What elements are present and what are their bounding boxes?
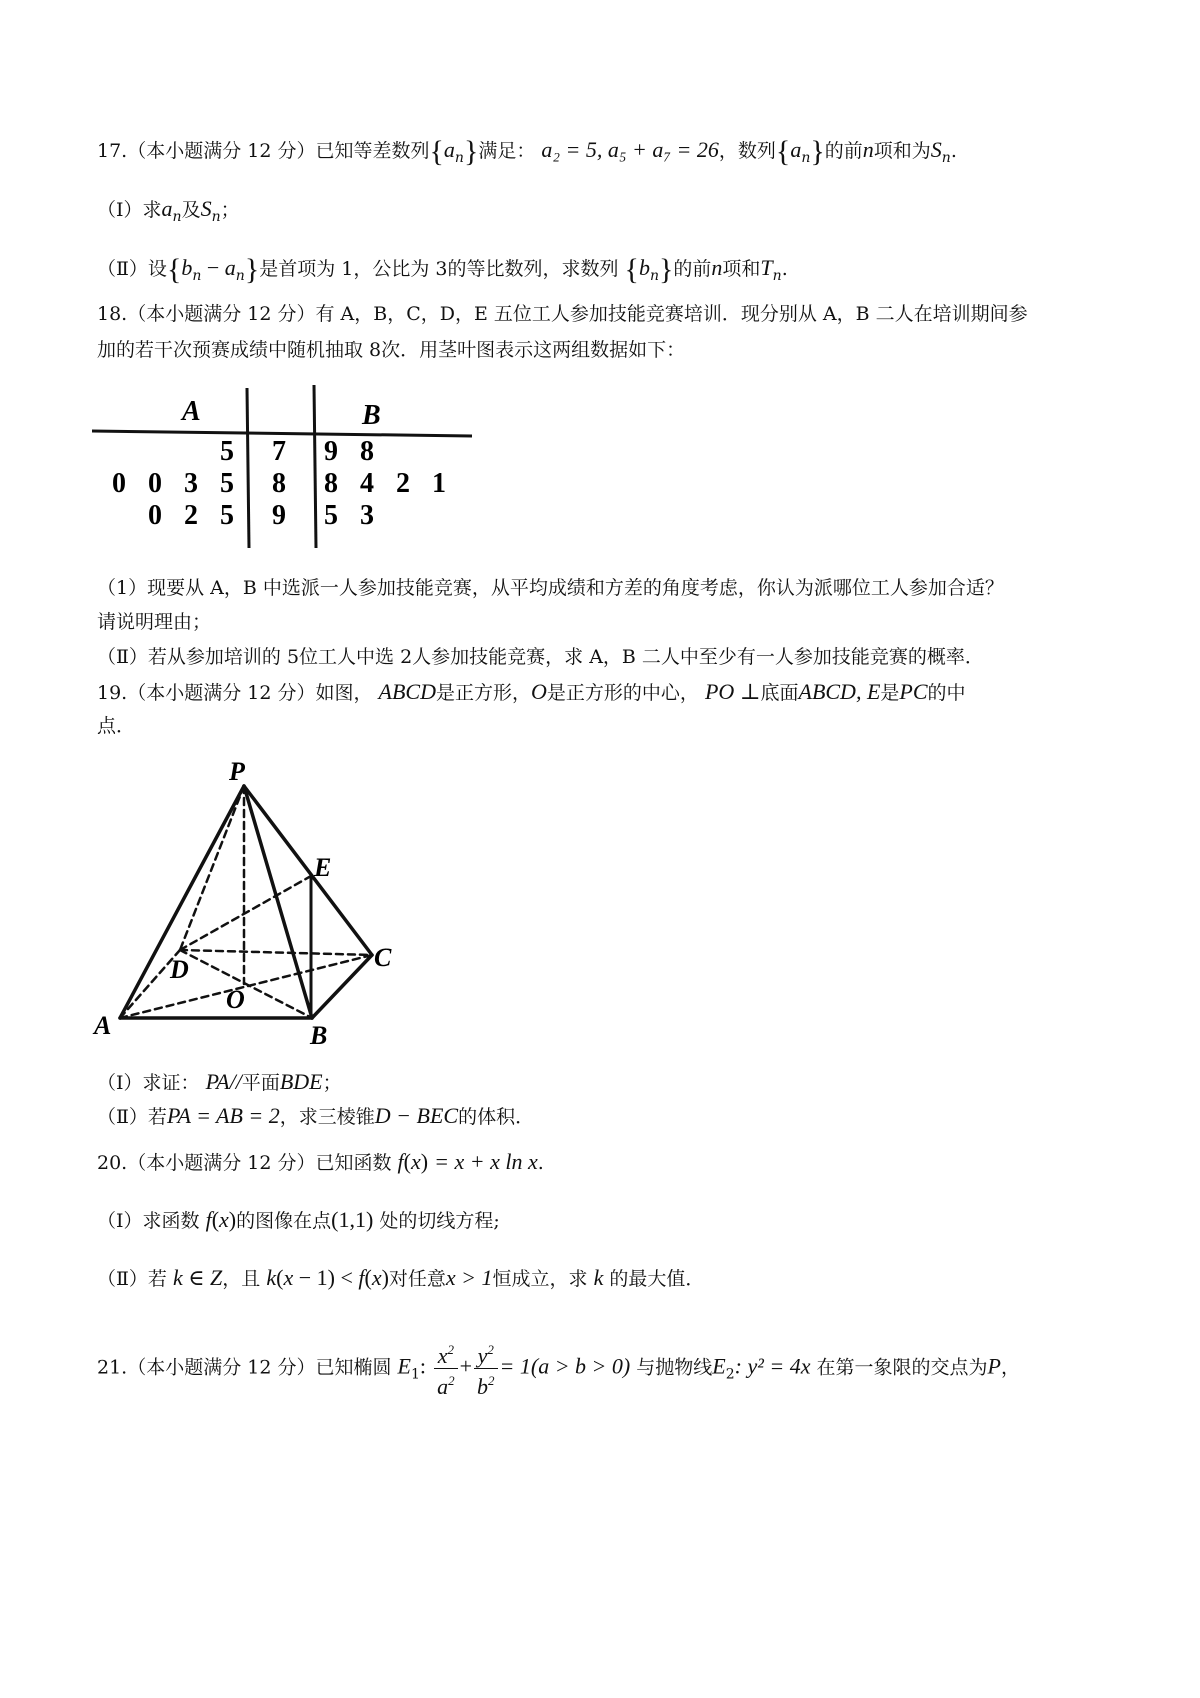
q21-text: 已知椭圆 xyxy=(315,1356,392,1379)
q20-line1: 20.（本小题满分 12 分）已知函数 f(x) = x + x ln x. xyxy=(97,1149,544,1174)
leaf-right: 9 xyxy=(324,436,338,467)
q21-frac-x: $\frac{x^2}{a^2}$ xyxy=(434,1338,458,1399)
q18-part1-text: 请说明理由； xyxy=(97,611,212,633)
q17-seq: a xyxy=(224,255,236,280)
leaf-left: 0 xyxy=(148,468,162,499)
q20-part2-text: 对任意 xyxy=(388,1268,446,1290)
q18-text: 有 A，B，C，D，E 五位工人参加技能竞赛培训．现分别从 A，B 二人在培训期间参 xyxy=(315,303,1028,325)
q18-number: 18. xyxy=(97,303,128,325)
q17-part1-text: 求 xyxy=(142,199,162,221)
q21-text: 在第一象限的交点为 xyxy=(816,1356,988,1379)
edge-BC xyxy=(312,955,372,1018)
q21-P: P xyxy=(987,1353,1001,1379)
q19-text: 是正方形的中心， xyxy=(546,682,699,704)
q19-text: 是正方形， xyxy=(436,682,532,704)
q20-part2: （Ⅱ）若 k ∈ Z，且 k(x − 1) < f(x)对任意x > 1恒成立，求 k 的最大值． xyxy=(97,1265,705,1290)
leaf-right: 3 xyxy=(360,500,374,531)
q20-part2-text: 的最大值． xyxy=(609,1268,705,1290)
q21-line1: 21.（本小题满分 12 分）已知椭圆 $E_1$: $\frac{x^2}{a^2}$ + $\frac{y^2}{b^2}$ = 1(a > b > 0) 与抛物线$E_2$: y² = 4x 在第一象限的交点为P， xyxy=(97,1338,1020,1399)
leaf-left: 5 xyxy=(220,436,234,467)
q20-part2-text: 若 xyxy=(147,1268,167,1290)
q20-f: f xyxy=(358,1265,365,1290)
q20-text: 已知函数 xyxy=(315,1152,392,1174)
plot-stem-left-line xyxy=(247,388,249,548)
q17-n: n xyxy=(862,137,874,162)
q18-part1-line1 xyxy=(97,574,1004,602)
q19-text: 点． xyxy=(97,715,136,737)
edge-PC xyxy=(244,786,372,955)
q19-number: 19. xyxy=(97,682,128,704)
q21-number: 21. xyxy=(97,1356,128,1379)
q19-text: 的中 xyxy=(927,682,966,704)
q18-part1-text: （1）现要从 A，B 中选派一人参加技能竞赛，从平均成绩和方差的角度考虑，你认为派哪位工人参加合适？ xyxy=(97,577,1004,599)
q19-text: 如图， xyxy=(315,682,373,704)
q19-O: O xyxy=(531,679,547,704)
label-D: D xyxy=(170,955,189,984)
edge-DE xyxy=(180,876,311,950)
plot-header-right: B xyxy=(362,400,381,431)
q17-S: S xyxy=(930,137,942,162)
q21-text: 与抛物线 xyxy=(636,1356,713,1379)
q18-line2 xyxy=(97,336,685,364)
q18-text: 加的若干次预赛成绩中随机抽取 8次．用茎叶图表示这两组数据如下： xyxy=(97,339,686,361)
q20-score: （本小题满分 12 分） xyxy=(127,1152,316,1174)
q20-part1-text: 的图像在点 xyxy=(236,1210,332,1232)
leaf-left: 2 xyxy=(184,500,198,531)
q19-part1 xyxy=(97,1068,342,1097)
q17-T: T xyxy=(760,255,773,280)
q17-seq: a xyxy=(161,196,173,221)
q19-DBEC: D − BEC xyxy=(374,1103,459,1128)
q19-ABCDE: ABCD, E xyxy=(798,679,881,704)
q20-part2-text: 恒成立，求 xyxy=(492,1268,588,1290)
edge-AC xyxy=(120,955,372,1018)
q18-line1 xyxy=(97,300,1028,328)
q19-part2-text: 的体积． xyxy=(458,1106,535,1128)
q17-part1: （Ⅰ）求$a_n$及$S_n$； xyxy=(97,196,240,225)
q18-part2 xyxy=(97,643,984,671)
leaf-right: 8 xyxy=(324,468,338,499)
q17-seq: a xyxy=(443,137,455,162)
q19-part2 xyxy=(97,1102,534,1131)
q19-part1-text: 平面 xyxy=(241,1072,280,1094)
plot-header-left: A xyxy=(182,396,201,427)
q17-condition: a₂ = 5, a₅ + a₇ = 26 xyxy=(541,137,719,162)
q17-text: 满足： xyxy=(478,140,536,162)
q17-text: 已知等差数列 xyxy=(315,140,430,162)
q19-text: 底面 xyxy=(760,682,799,704)
q19-score: （本小题满分 12 分） xyxy=(127,682,316,704)
q17-S: S xyxy=(200,196,212,221)
q17-part2-text: 设 xyxy=(147,258,167,280)
q17-seq: a xyxy=(790,137,802,162)
q20-rhs: = x + x ln x xyxy=(434,1149,538,1174)
q17-score: （本小题满分 12 分） xyxy=(127,140,316,162)
q19-part1-label: （Ⅰ） xyxy=(97,1072,143,1094)
q19-part1-text: 求证： xyxy=(142,1072,200,1094)
label-A: A xyxy=(94,1011,112,1040)
label-E: E xyxy=(314,853,332,882)
q19-PO: PO ⊥ xyxy=(704,679,761,704)
q17-part2-label: （Ⅱ） xyxy=(97,258,148,280)
q19-BDE: BDE xyxy=(279,1069,323,1094)
q19-part2-label: （Ⅱ） xyxy=(97,1106,148,1128)
q17-end: . xyxy=(781,258,788,280)
q19-part1-text: ； xyxy=(322,1072,342,1094)
q19-PA: PA// xyxy=(205,1069,242,1094)
q19-PA-AB: PA = AB = 2 xyxy=(166,1103,280,1128)
leaf-right: 2 xyxy=(396,468,410,499)
q20-k-in-Z: k ∈ Z xyxy=(172,1265,223,1290)
q17-part2-text: 的前 xyxy=(673,258,712,280)
leaf-left: 5 xyxy=(220,468,234,499)
q20-part1: （Ⅰ）求函数 f(x)的图像在点(1,1) 处的切线方程; xyxy=(97,1207,500,1232)
q21-eq2: : y² = 4x xyxy=(734,1353,811,1379)
leaf-left: 5 xyxy=(220,500,234,531)
leaf-right: 4 xyxy=(360,468,374,499)
q17-end: . xyxy=(950,140,957,162)
q20-f: f xyxy=(397,1149,404,1174)
stem-leaf-plot xyxy=(92,380,492,550)
q19-text: 是 xyxy=(880,682,900,704)
leaf-left: 0 xyxy=(148,500,162,531)
q17-text: ，数列 xyxy=(718,140,776,162)
stem-value: 7 xyxy=(272,436,286,467)
leaf-right: 8 xyxy=(360,436,374,467)
q18-part1-line2 xyxy=(97,608,211,636)
q21-end: ， xyxy=(1000,1356,1020,1379)
q18-part2-text: （Ⅱ）若从参加培训的 5位工人中选 2人参加技能竞赛，求 A，B 二人中至少有一人参加技能竞赛的概率． xyxy=(97,646,984,668)
q17-part1-end: ； xyxy=(220,199,240,221)
leaf-left: 0 xyxy=(112,468,126,499)
label-P: P xyxy=(229,757,245,786)
q19-part2-text: 若 xyxy=(147,1106,167,1128)
q21-E2: E xyxy=(712,1353,726,1379)
edge-DB xyxy=(180,950,312,1018)
leaf-left: 3 xyxy=(184,468,198,499)
q20-part1-text: 求函数 xyxy=(142,1210,200,1232)
q17-part2-text: 项和 xyxy=(722,258,761,280)
q20-number: 20. xyxy=(97,1152,128,1174)
q19-line2 xyxy=(97,712,135,740)
label-B: B xyxy=(310,1021,328,1050)
leaf-right: 1 xyxy=(432,468,446,499)
label-O: O xyxy=(226,985,245,1014)
q20-x-gt-1: x > 1 xyxy=(445,1265,493,1290)
q21-eq1-rest: = 1(a > b > 0) xyxy=(499,1353,631,1379)
q17-number: 17. xyxy=(97,140,128,162)
q20-part1-label: （Ⅰ） xyxy=(97,1210,143,1232)
stem-value: 8 xyxy=(272,468,286,499)
q17-part1-label: （Ⅰ） xyxy=(97,199,143,221)
q19-part2-text: ，求三棱锥 xyxy=(279,1106,375,1128)
q20-part2-label: （Ⅱ） xyxy=(97,1268,148,1290)
leaf-right: 5 xyxy=(324,500,338,531)
q20-point: 1,1 xyxy=(338,1207,366,1232)
q17-n: n xyxy=(711,255,723,280)
q19-line1 xyxy=(97,678,966,707)
q21-score: （本小题满分 12 分） xyxy=(127,1356,316,1379)
edge-DC xyxy=(180,950,372,955)
q17-part2: （Ⅱ）设$\{b_n - a_n\}$是首项为 1，公比为 3的等比数列，求数列 $\{b_n\}$的前n项和$T_n$. xyxy=(97,253,788,286)
q17-part2-text: 是首项为 1，公比为 3的等比数列，求数列 xyxy=(259,258,619,280)
pyramid-figure xyxy=(92,752,422,1052)
q18-score: （本小题满分 12 分） xyxy=(127,303,316,325)
q20-f: f xyxy=(205,1207,212,1232)
q20-end: . xyxy=(537,1152,544,1174)
q17-line1: 17.（本小题满分 12 分）已知等差数列$\{a_n\}$满足： a₂ = 5, a₅ + a₇ = 26，数列$\{a_n\}$的前n项和为$S_n$. xyxy=(97,135,957,168)
q17-text: 项和为 xyxy=(873,140,931,162)
q19-PC: PC xyxy=(899,679,928,704)
q17-part1-and: 及 xyxy=(181,199,201,221)
q21-E1: E xyxy=(397,1353,411,1379)
q20-part2-text: ，且 xyxy=(222,1268,261,1290)
q17-text: 的前 xyxy=(824,140,863,162)
edge-PD xyxy=(180,786,244,950)
q21-frac-y: $\frac{y^2}{b^2}$ xyxy=(474,1338,498,1399)
stem-value: 9 xyxy=(272,500,286,531)
plot-stem-right-line xyxy=(314,385,316,548)
label-C: C xyxy=(374,943,392,972)
q20-part1-text: 处的切线方程; xyxy=(379,1210,500,1232)
q19-ABCD: ABCD xyxy=(378,679,436,704)
plot-rows xyxy=(112,436,446,531)
